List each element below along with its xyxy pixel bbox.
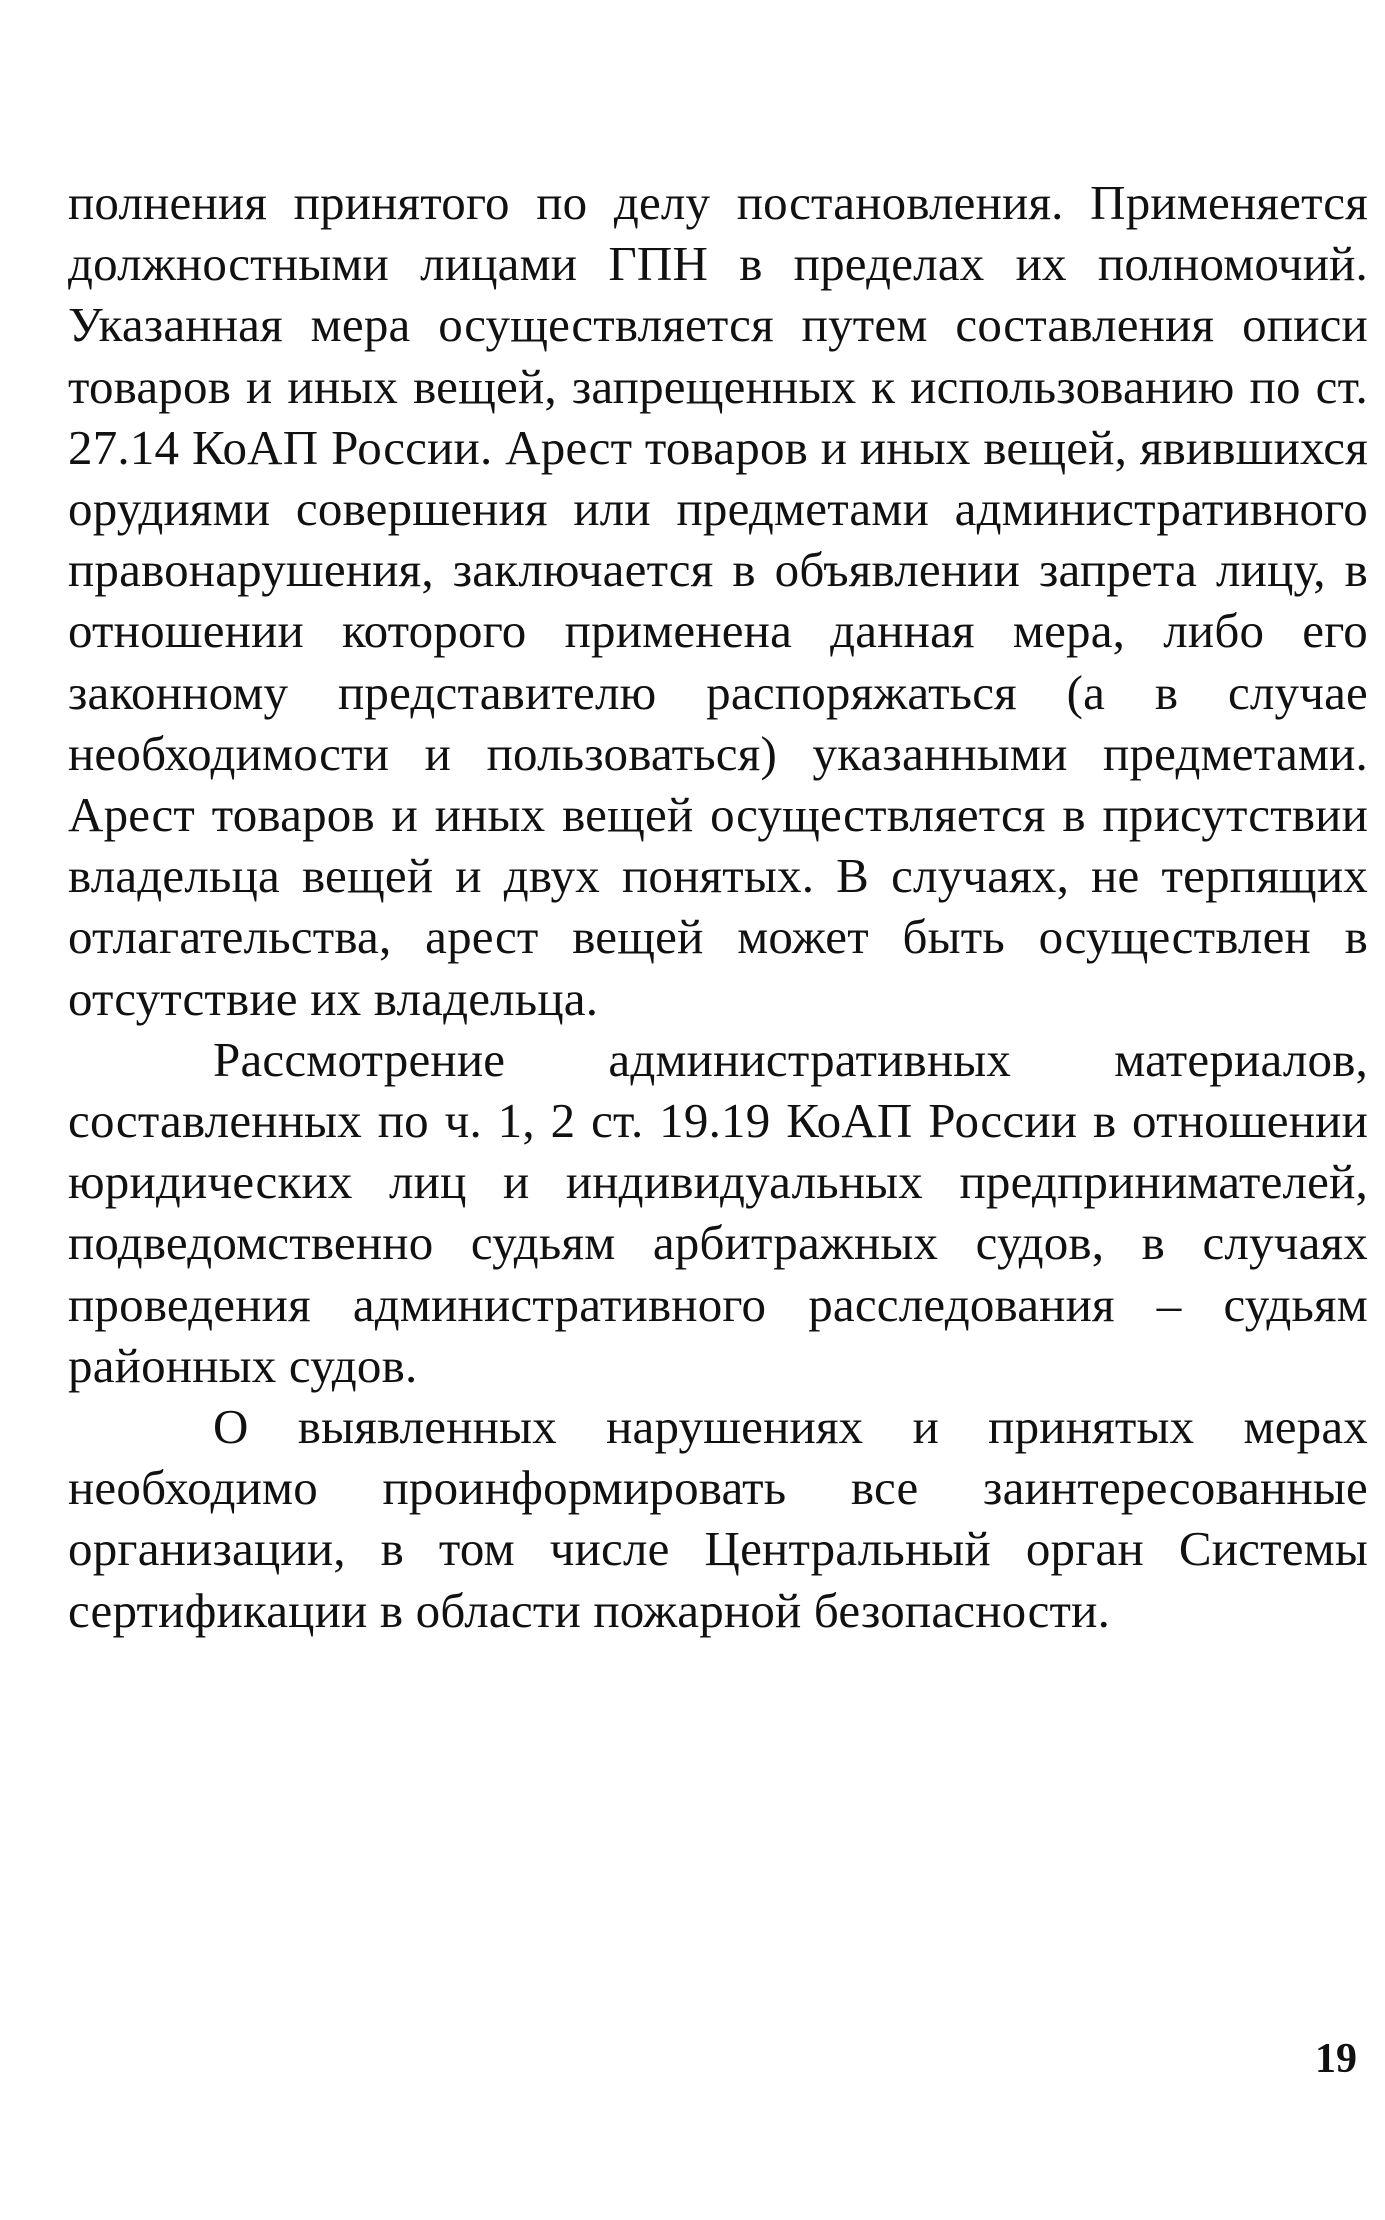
body-text bbox=[68, 172, 1368, 1641]
paragraph-continued: полнения принятого по делу постановления. Применяется должностными лицами ГПН в пределах их полномочий. Указанная мера осуществляется путем составления описи товаров и иных вещей, запрещенных к использованию по ст. 27.14 КоАП России. Арест товаров и иных вещей, явившихся орудиями совершения или предметами административного правонарушения, заключается в объявлении запрета лицу, в отношении которого применена данная мера, либо его законному представителю распоряжаться (а в случае необходимости и пользоваться) указанными предметами. Арест товаров и иных вещей осуществляется в присутствии владельца вещей и двух понятых. В случаях, не терпящих отлагательства, арест вещей может быть осуществлен в отсутствие их владельца. bbox=[68, 175, 1368, 1026]
paragraph-review: Рассмотрение административных материалов, составленных по ч. 1, 2 ст. 19.19 КоАП России в отношении юридических лиц и индивидуальных предпринимателей, подведомственно судьям арбитражных судов, в случаях проведения административного расследования – судьям районных судов. bbox=[68, 1031, 1368, 1393]
page-number: 19 bbox=[1315, 2036, 1357, 2082]
paragraph-notification: О выявленных нарушениях и принятых мерах необходимо проинформировать все заинтересованные организации, в том числе Центральный орган Системы сертификации в области пожарной безопасности. bbox=[68, 1399, 1368, 1638]
